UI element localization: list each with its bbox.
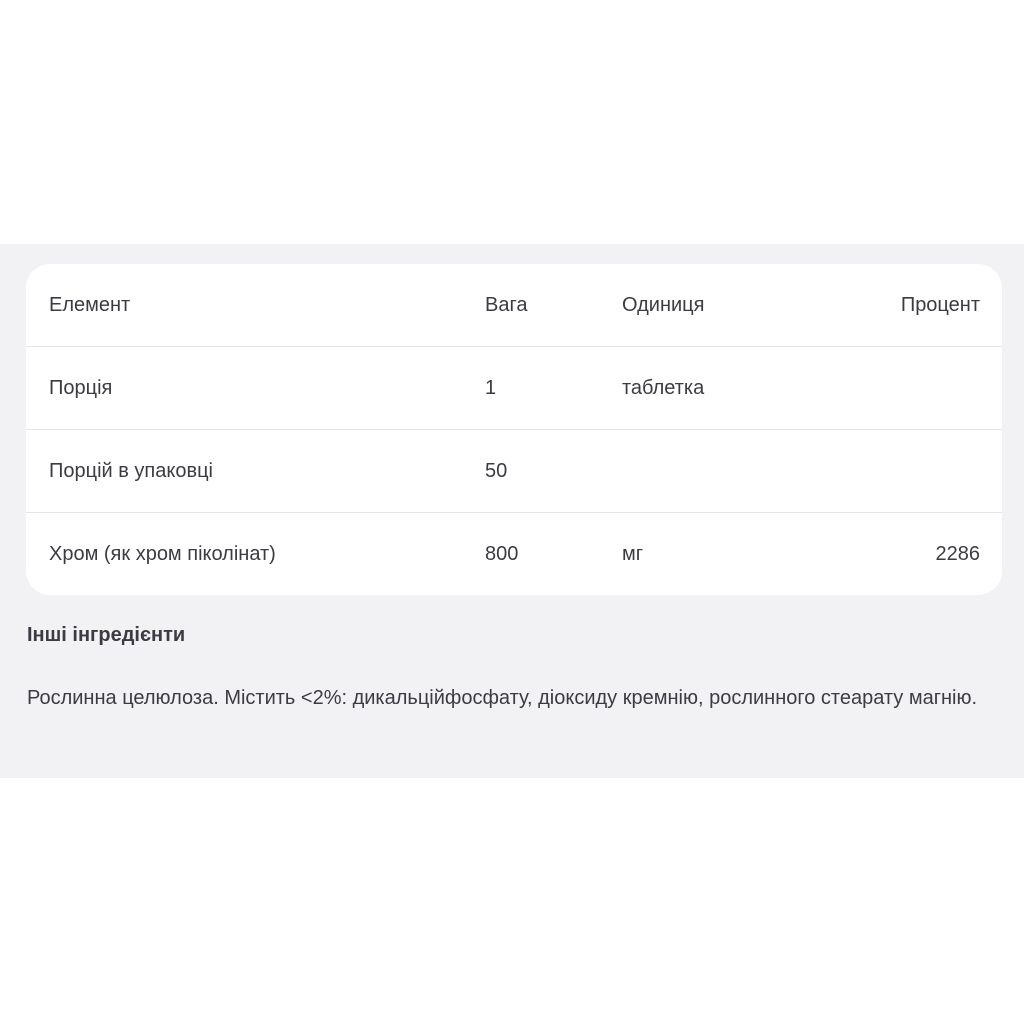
table-row	[26, 430, 1002, 513]
header-weight: Вага	[485, 294, 528, 316]
row-percent: 2286	[935, 543, 980, 565]
header-percent: Процент	[900, 294, 980, 316]
header-unit: Одиниця	[622, 294, 705, 316]
table-row	[26, 513, 1002, 595]
row-element: Хром (як хром піколінат)	[49, 543, 276, 565]
row-unit: таблетка	[622, 377, 705, 399]
other-ingredients-title: Інші інгредієнти	[27, 624, 186, 646]
nutrition-panel	[0, 244, 1024, 778]
row-unit: мг	[622, 543, 644, 565]
nutrition-table	[26, 264, 1002, 595]
row-element: Порція	[49, 377, 113, 399]
row-weight: 1	[485, 377, 497, 399]
row-weight: 50	[485, 460, 508, 482]
row-weight: 800	[485, 543, 519, 565]
row-element: Порцій в упаковці	[49, 460, 214, 482]
table-header-row	[26, 264, 1002, 347]
header-element: Елемент	[49, 294, 131, 316]
table-row	[26, 347, 1002, 430]
other-ingredients-text: Рослинна целюлоза. Містить <2%: дикальційфосфату, діоксиду кремнію, рослинного стеарату магнію.	[27, 687, 978, 709]
